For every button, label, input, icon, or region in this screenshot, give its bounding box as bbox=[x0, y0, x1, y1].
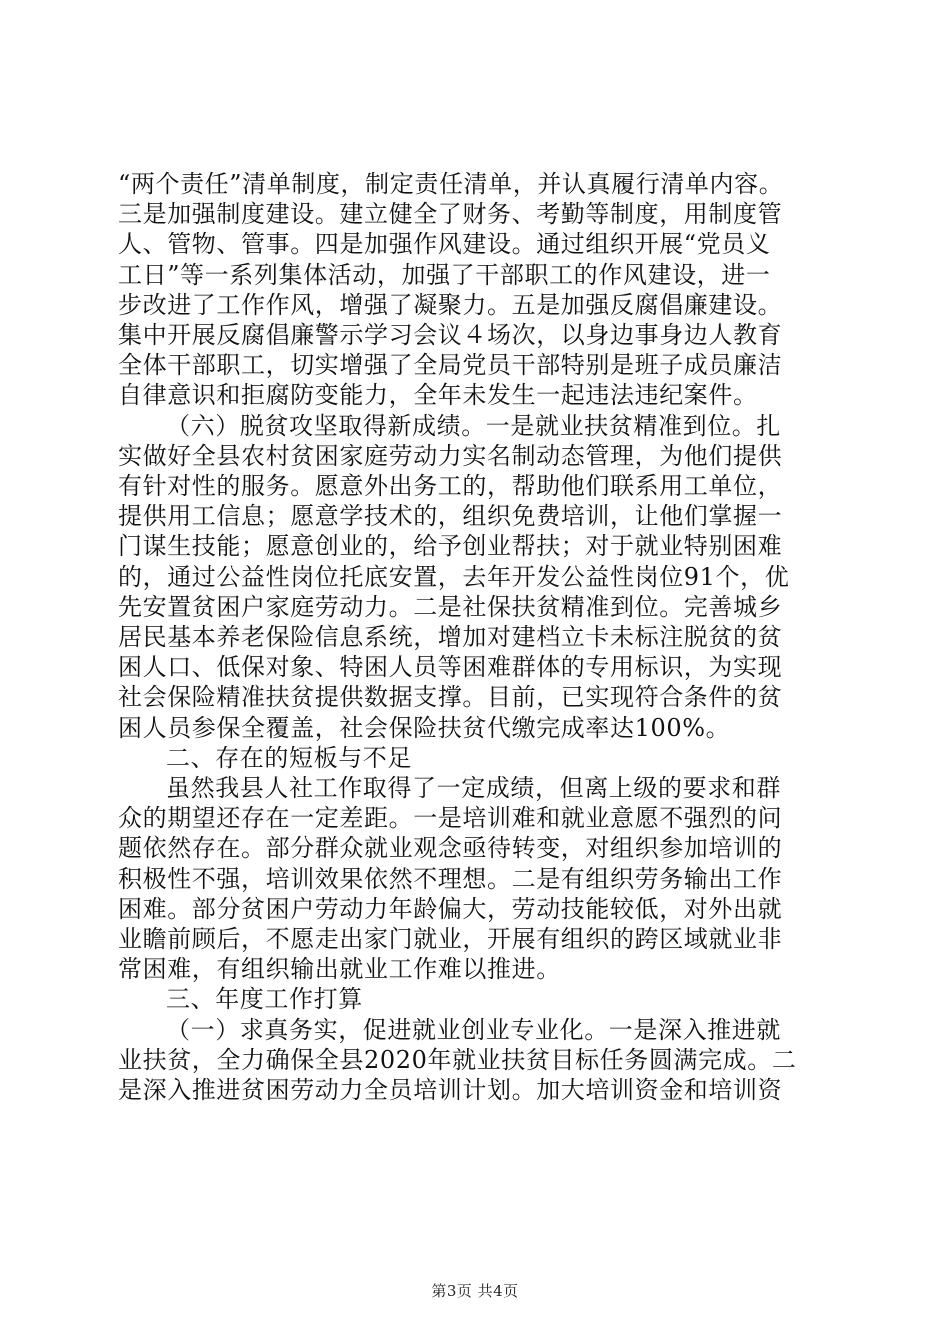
text-line: 门谋生技能；愿意创业的，给予创业帮扶；对于就业特别困难 bbox=[118, 532, 783, 560]
text-line: 困人口、低保对象、特困人员等困难群体的专用标识，为实现 bbox=[118, 653, 783, 681]
text-line: 众的期望还存在一定差距。一是培训难和就业意愿不强烈的问 bbox=[118, 804, 783, 832]
page-footer: 第3页 共4页 bbox=[431, 1282, 519, 1300]
text-line: 困难。部分贫困户劳动力年龄偏大，劳动技能较低，对外出就 bbox=[118, 895, 783, 923]
text-line: “两个责任”清单制度，制定责任清单，并认真履行清单内容。 bbox=[118, 170, 784, 198]
text-line: 有针对性的服务。愿意外出务工的，帮助他们联系用工单位， bbox=[118, 472, 783, 500]
text-line: 提供用工信息；愿意学技术的，组织免费培训，让他们掌握一 bbox=[118, 502, 783, 530]
text-line: 工日”等一系列集体活动，加强了干部职工的作风建设，进一 bbox=[118, 261, 771, 289]
text-line: 居民基本养老保险信息系统，增加对建档立卡未标注脱贫的贫 bbox=[118, 623, 783, 651]
text-line: 常困难，有组织输出就业工作难以推进。 bbox=[118, 955, 561, 983]
text-line: 社会保险精准扶贫提供数据支撑。目前，已实现符合条件的贫 bbox=[118, 683, 783, 711]
text-line: 先安置贫困户家庭劳动力。二是社保扶贫精准到位。完善城乡 bbox=[118, 593, 783, 621]
text-line: 实做好全县农村贫困家庭劳动力实名制动态管理，为他们提供 bbox=[118, 442, 783, 470]
text-line: 步改进了工作作风，增强了凝聚力。五是加强反腐倡廉建设。 bbox=[118, 291, 783, 319]
paragraph-start-line: 虽然我县人社工作取得了一定成绩，但离上级的要求和群 bbox=[166, 774, 781, 802]
text-line: 集中开展反腐倡廉警示学习会议４场次，以身边事身边人教育 bbox=[118, 321, 783, 349]
paragraph-start-line: （一）求真务实，促进就业创业专业化。一是深入推进就 bbox=[166, 1016, 781, 1044]
paragraph-start-line: （六）脱贫攻坚取得新成绩。一是就业扶贫精准到位。扎 bbox=[166, 412, 781, 440]
text-line: 业扶贫，全力确保全县2020年就业扶贫目标任务圆满完成。二 bbox=[118, 1046, 797, 1074]
text-line: 三是加强制度建设。建立健全了财务、考勤等制度，用制度管 bbox=[118, 200, 783, 228]
section-heading: 二、存在的短板与不足 bbox=[166, 744, 412, 772]
text-line: 困人员参保全覆盖，社会保险扶贫代缴完成率达100%。 bbox=[118, 714, 731, 742]
section-heading: 三、年度工作打算 bbox=[166, 985, 363, 1013]
text-line: 题依然存在。部分群众就业观念亟待转变，对组织参加培训的 bbox=[118, 834, 783, 862]
text-line: 积极性不强，培训效果依然不理想。二是有组织劳务输出工作 bbox=[118, 865, 783, 893]
text-line: 的，通过公益性岗位托底安置，去年开发公益性岗位91个，优 bbox=[118, 563, 790, 591]
text-line: 业瞻前顾后，不愿走出家门就业，开展有组织的跨区域就业非 bbox=[118, 925, 783, 953]
text-line: 是深入推进贫困劳动力全员培训计划。加大培训资金和培训资 bbox=[118, 1076, 783, 1104]
text-line: 自律意识和拒腐防变能力，全年未发生一起违法违纪案件。 bbox=[118, 381, 758, 409]
text-line: 全体干部职工，切实增强了全局党员干部特别是班子成员廉洁 bbox=[118, 351, 783, 379]
text-line: 人、管物、管事。四是加强作风建设。通过组织开展“党员义 bbox=[118, 230, 771, 258]
